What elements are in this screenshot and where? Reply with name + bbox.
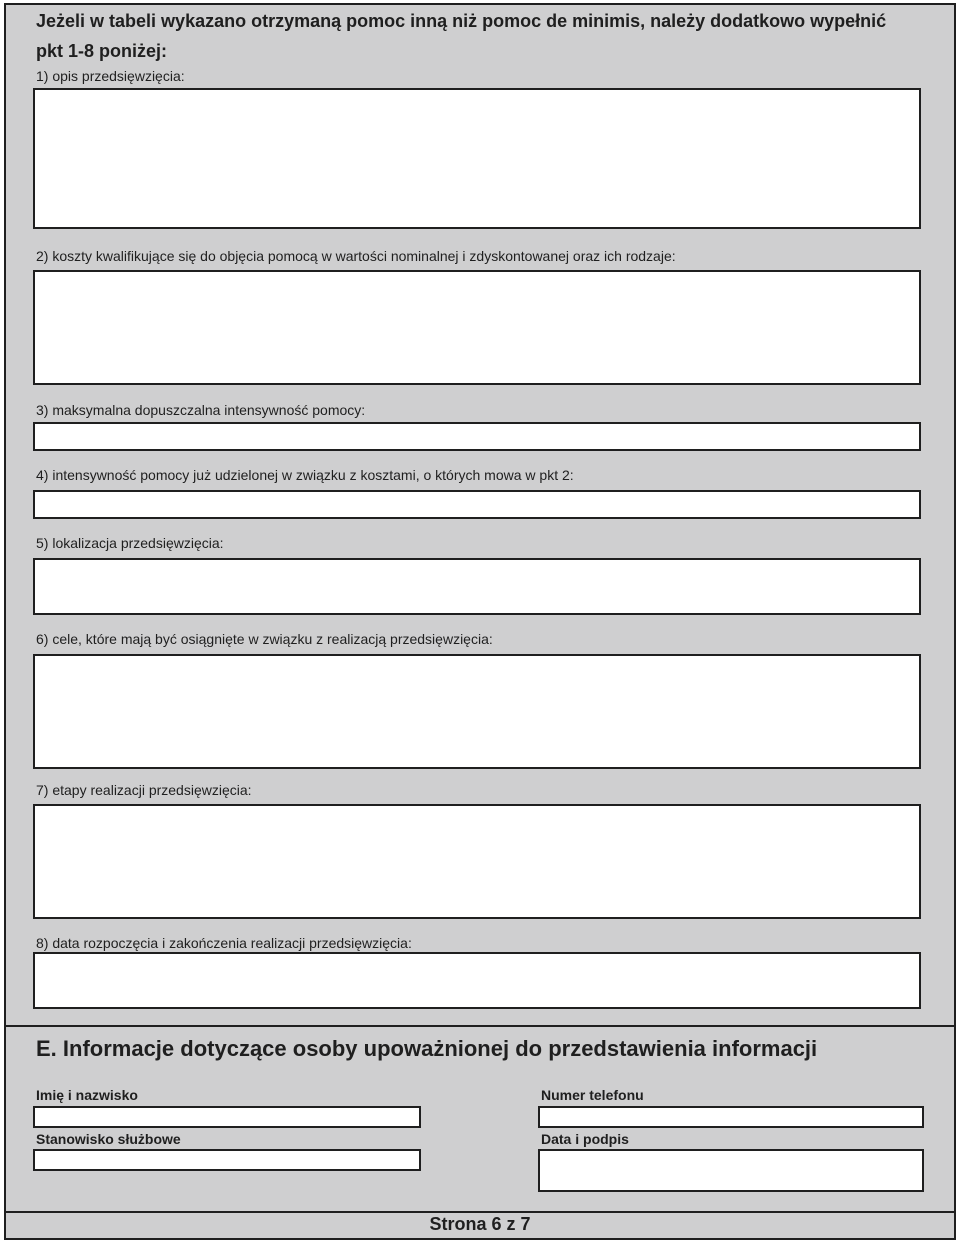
page-number: Strona 6 z 7 (429, 1214, 531, 1234)
item-3-field[interactable] (33, 422, 921, 451)
footer-divider (6, 1211, 954, 1213)
item-2-label: 2) koszty kwalifikujące się do objęcia pomocą w wartości nominalnej i zdyskontowanej oraz ich rodzaje: (36, 248, 676, 264)
item-7-field[interactable] (33, 804, 921, 919)
item-1-label: 1) opis przedsięwzięcia: (36, 68, 185, 84)
date-signature-label: Data i podpis (541, 1131, 629, 1147)
section-e-title: E. Informacje dotyczące osoby upoważnionej do przedstawienia informacji (36, 1036, 818, 1061)
item-4-field[interactable] (33, 490, 921, 519)
position-field[interactable] (33, 1149, 421, 1171)
item-8-field[interactable] (33, 952, 921, 1009)
item-5-field[interactable] (33, 558, 921, 615)
item-5-label: 5) lokalizacja przedsięwzięcia: (36, 535, 224, 551)
item-1-field[interactable] (33, 88, 921, 229)
item-8-label: 8) data rozpoczęcia i zakończenia realizacji przedsięwzięcia: (36, 935, 412, 951)
position-label: Stanowisko służbowe (36, 1131, 181, 1147)
phone-field[interactable] (538, 1106, 924, 1128)
item-3-label: 3) maksymalna dopuszczalna intensywność pomocy: (36, 402, 366, 418)
form-frame (4, 3, 956, 1240)
date-signature-field[interactable] (538, 1149, 924, 1192)
name-field[interactable] (33, 1106, 421, 1128)
name-label: Imię i nazwisko (36, 1087, 138, 1103)
item-4-label: 4) intensywność pomocy już udzielonej w związku z kosztami, o których mowa w pkt 2: (36, 467, 574, 483)
section-divider (6, 1025, 954, 1027)
item-2-field[interactable] (33, 270, 921, 385)
item-6-label: 6) cele, które mają być osiągnięte w związku z realizacją przedsięwzięcia: (36, 631, 493, 647)
intro-line-2: pkt 1-8 poniżej: (36, 41, 168, 61)
item-6-field[interactable] (33, 654, 921, 769)
item-7-label: 7) etapy realizacji przedsięwzięcia: (36, 782, 252, 798)
intro-line-1: Jeżeli w tabeli wykazano otrzymaną pomoc inną niż pomoc de minimis, należy dodatkowo wypełnić (36, 11, 887, 31)
phone-label: Numer telefonu (541, 1087, 644, 1103)
